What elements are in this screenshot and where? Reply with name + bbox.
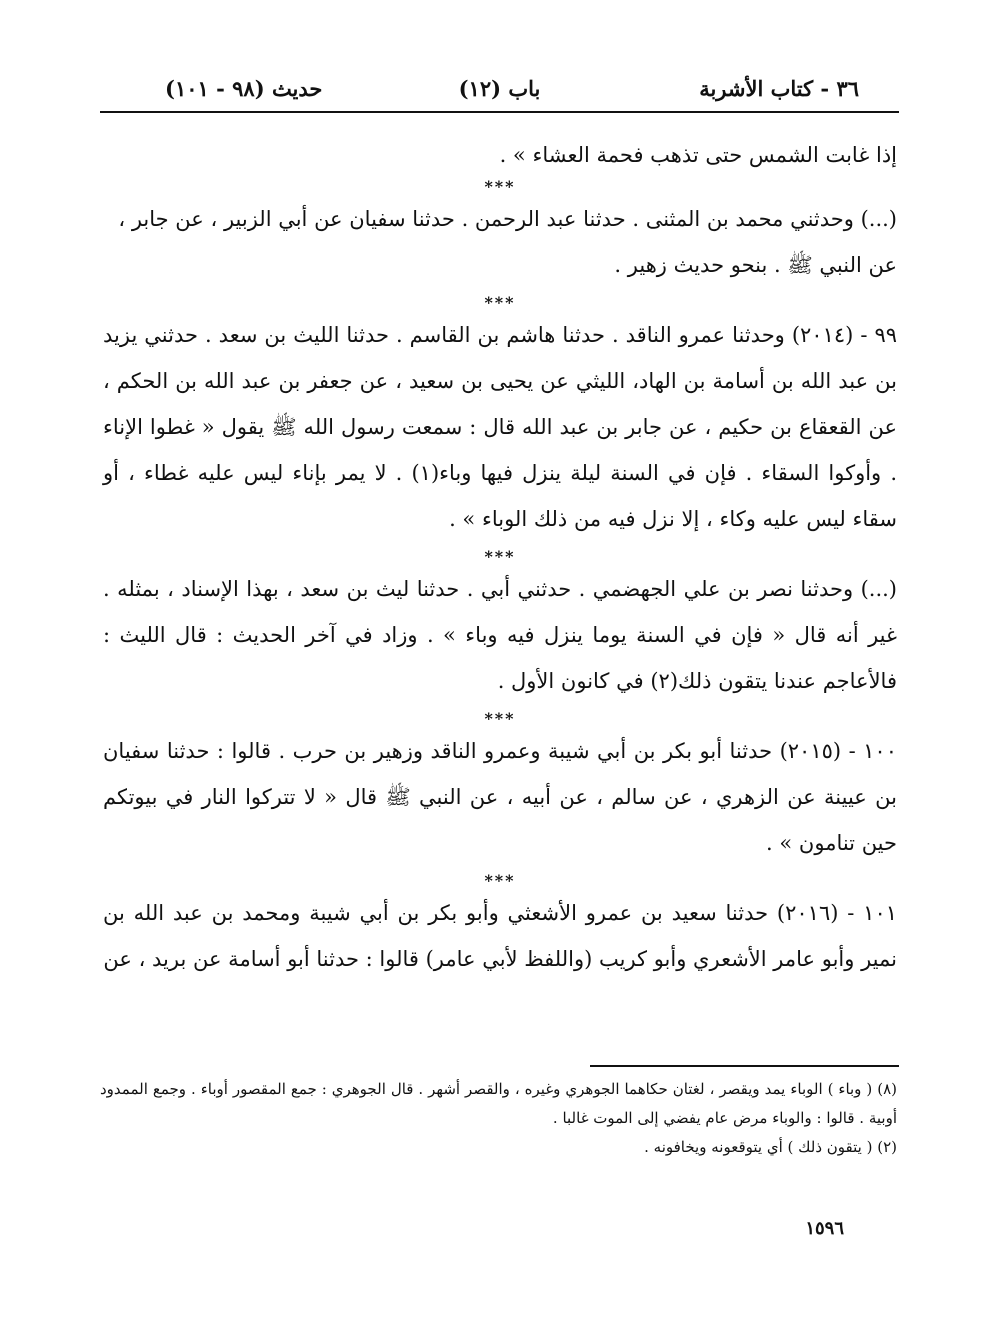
header-chapter: (١٢) باب <box>458 76 541 101</box>
separator-stars: *** <box>484 547 516 566</box>
header-divider <box>100 111 899 113</box>
separator-stars: *** <box>484 177 516 196</box>
footnote-divider <box>590 1065 899 1067</box>
main-text <box>103 132 897 982</box>
running-header <box>100 70 899 106</box>
footnote: (٢) ( يتقون ذلك ) أي يتوقعونه ويخافونه . <box>644 1138 897 1156</box>
footnote: (٨) ( وباء ) الوباء يمد ويقصر ، لغتان حكاهما الجوهري وغيره ، والقصر أشهر . قال الجوهري : جمع المقصور أوباء . وجمع الممدود أوبية . قالوا : والوباء مرض عام يفضي إلى الموت غالبا . <box>100 1080 897 1127</box>
footnotes <box>100 1075 897 1162</box>
text-paragraph: (...) وحدثني محمد بن المثنى . حدثنا عبد الرحمن . حدثنا سفيان عن أبي الزبير ، عن جابر ، <box>118 207 897 231</box>
text-paragraph: عن النبي ﷺ . بنحو حديث زهير . <box>614 253 897 277</box>
header-hadith-range: (٩٨ - ١٠١) حديث <box>165 76 323 101</box>
separator-stars: *** <box>484 709 516 728</box>
hadith-100: ١٠٠ - (٢٠١٥) حدثنا أبو بكر بن أبي شيبة وعمرو الناقد وزهير بن حرب . قالوا : حدثنا سفيان بن عيينة عن الزهري ، عن سالم ، عن أبيه ، عن النبي ﷺ قال « لا تتركوا النار في بيوتكم حين تنامون » . <box>103 739 897 855</box>
separator-stars: *** <box>484 871 516 890</box>
text-line: إذا غابت الشمس حتى تذهب فحمة العشاء » . <box>499 143 897 167</box>
hadith-99: ٩٩ - (٢٠١٤) وحدثنا عمرو الناقد . حدثنا هاشم بن القاسم . حدثنا الليث بن سعد . حدثني يزيد بن عبد الله بن أسامة بن الهاد، الليثي عن يحيى بن سعيد ، عن جعفر بن عبد الله بن الحكم ، عن القعقاع بن حكيم ، عن جابر بن عبد الله قال : سمعت رسول الله ﷺ يقول « غطوا الإناء . وأوكوا السقاء . فإن في السنة ليلة ينزل فيها وباء(١) . لا يمر بإناء ليس عليه غطاء ، أو سقاء ليس عليه وكاء ، إلا نزل فيه من ذلك الوباء » . <box>103 323 897 531</box>
page-number: ١٥٩٦ <box>805 1218 844 1239</box>
separator-stars: *** <box>484 293 516 312</box>
text-paragraph: (...) وحدثنا نصر بن علي الجهضمي . حدثني أبي . حدثنا ليث بن سعد ، بهذا الإسناد ، بمثله . غير أنه قال « فإن في السنة يوما ينزل فيه وباء » . وزاد في آخر الحديث : قال الليث : فالأعاجم عندنا يتقون ذلك(٢) في كانون الأول . <box>103 577 897 693</box>
header-book-title: ٣٦ - كتاب الأشربة <box>699 76 859 101</box>
hadith-101: ١٠١ - (٢٠١٦) حدثنا سعيد بن عمرو الأشعثي وأبو بكر بن أبي شيبة ومحمد بن عبد الله بن نمير وأبو عامر الأشعري وأبو كريب (واللفظ لأبي عامر) قالوا : حدثنا أبو أسامة عن بريد ، عن <box>103 901 898 971</box>
